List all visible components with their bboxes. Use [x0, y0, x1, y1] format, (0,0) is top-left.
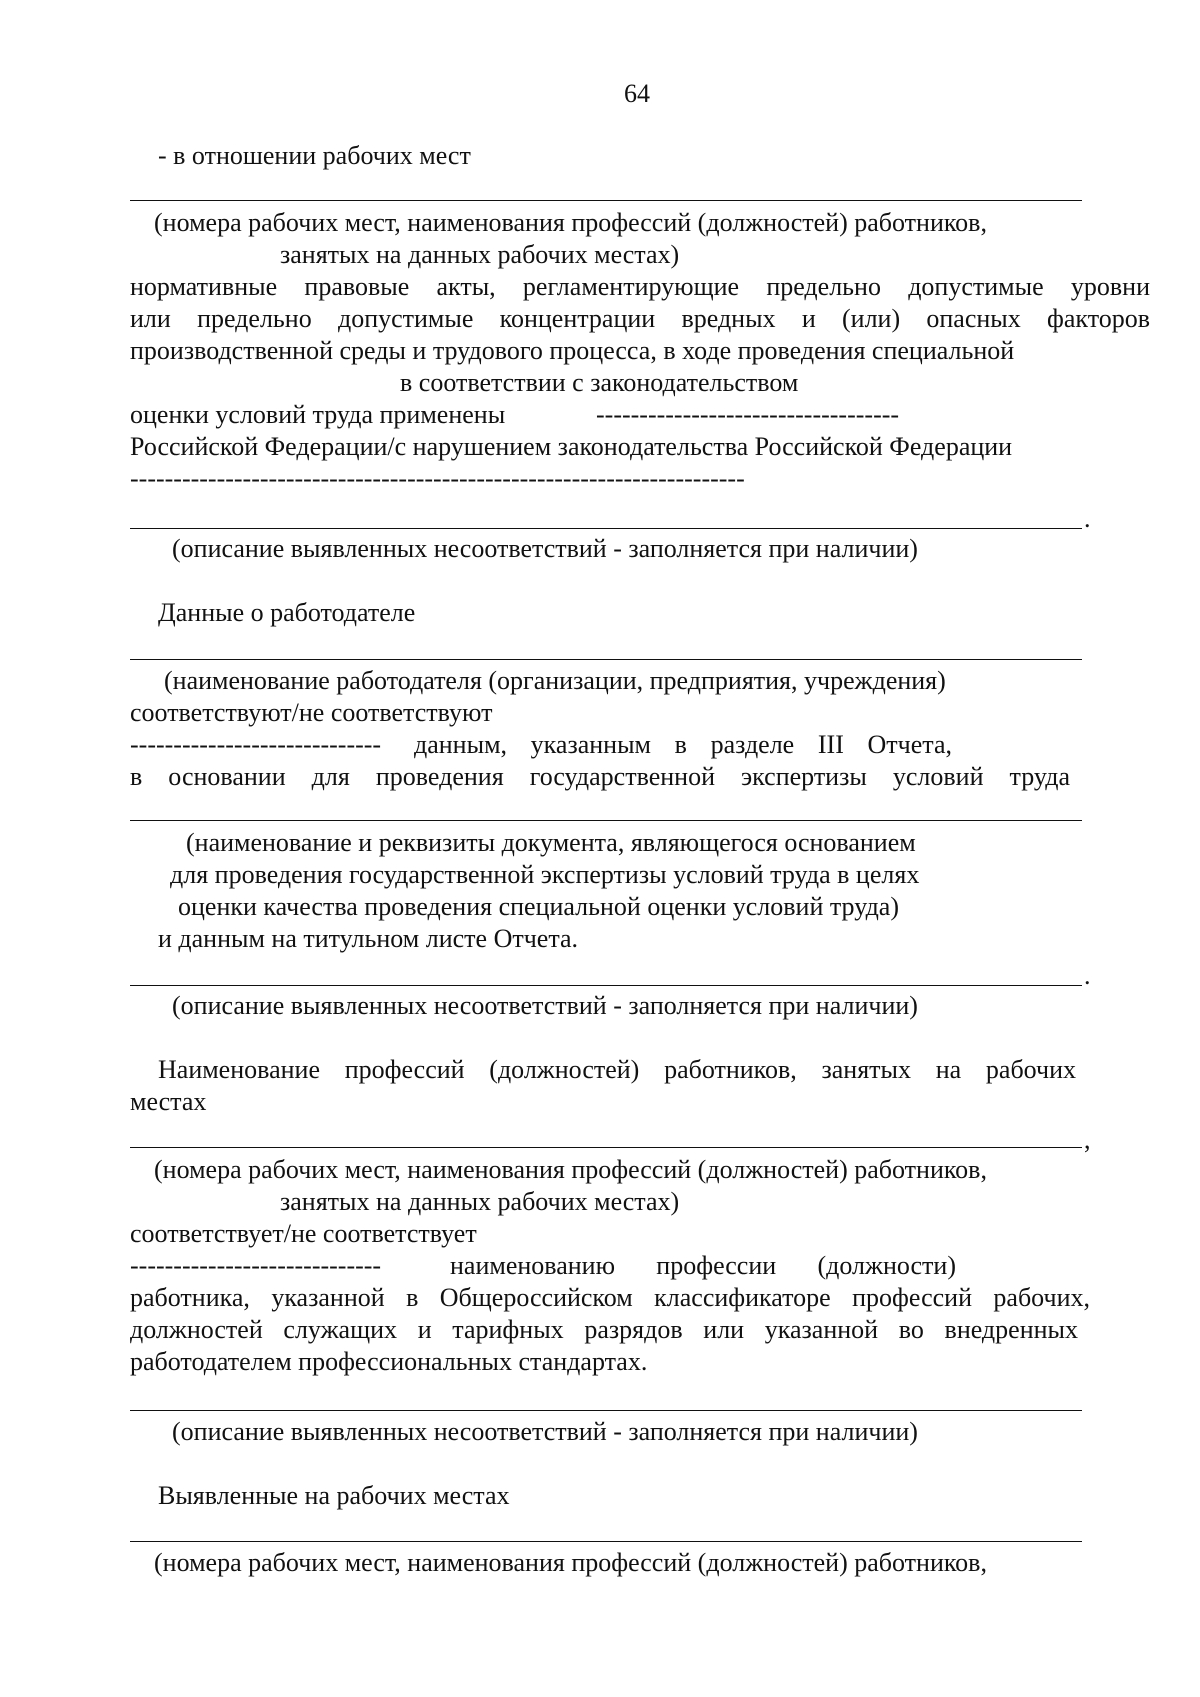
dashed-line: -----------------------------: [130, 1251, 382, 1280]
page-number: 64: [624, 79, 650, 108]
caption-discrepancies: (описание выявленных несоответствий - заполняется при наличии): [172, 534, 918, 563]
body-line: Российской Федерации/с нарушением законодательства Российской Федерации: [130, 432, 1013, 461]
line-end-comma: ,: [1084, 1125, 1091, 1154]
blank-line: [130, 1541, 1082, 1542]
caption-employer: (наименование работодателя (организации, предприятия, учреждения): [164, 666, 946, 695]
blank-line: [130, 659, 1082, 660]
body-line: оценки условий труда применены: [130, 400, 506, 429]
caption-basis-document-cont: для проведения государственной экспертизы условий труда в целях: [170, 860, 920, 889]
alternative-option: в соответствии с законодательством: [400, 368, 799, 397]
dashed-line: -----------------------------------: [596, 400, 900, 429]
caption-workplaces: (номера рабочих мест, наименования профессий (должностей) работников,: [154, 1155, 987, 1184]
alternative-option: соответствует/не соответствует: [130, 1219, 477, 1248]
caption-workplaces-cont: занятых на данных рабочих местах): [280, 240, 680, 269]
body-line: работодателем профессиональных стандартах.: [130, 1347, 648, 1376]
workplaces-intro: - в отношении рабочих мест: [158, 141, 471, 170]
body-line: производственной среды и трудового процесса, в ходе проведения специальной: [130, 336, 1015, 365]
alternative-option: соответствуют/не соответствуют: [130, 698, 493, 727]
caption-basis-document: (наименование и реквизиты документа, являющегося основанием: [186, 828, 916, 857]
employer-heading: Данные о работодателе: [158, 598, 416, 627]
blank-line: [130, 200, 1082, 201]
blank-line: [130, 820, 1082, 821]
caption-discrepancies: (описание выявленных несоответствий - заполняется при наличии): [172, 1417, 918, 1446]
body-line: нормативные правовые акты, регламентирующие предельно допустимые уровни: [130, 272, 1150, 301]
blank-line: [130, 1147, 1082, 1148]
caption-workplaces: (номера рабочих мест, наименования профессий (должностей) работников,: [154, 1548, 987, 1577]
body-line: наименованию профессии (должности): [450, 1251, 956, 1280]
dashed-line: -----------------------------: [130, 730, 382, 759]
caption-discrepancies: (описание выявленных несоответствий - заполняется при наличии): [172, 991, 918, 1020]
line-end-period: .: [1084, 504, 1091, 533]
body-line: Наименование профессий (должностей) работников, занятых на рабочих: [158, 1055, 1076, 1084]
dashed-line: -----------------------------------------------------------------------: [130, 464, 745, 493]
body-line: данным, указанным в разделе III Отчета,: [414, 730, 952, 759]
caption-workplaces-cont: занятых на данных рабочих местах): [280, 1187, 680, 1216]
body-line: или предельно допустимые концентрации вредных и (или) опасных факторов: [130, 304, 1150, 333]
caption-basis-document-cont: оценки качества проведения специальной оценки условий труда): [178, 892, 899, 921]
body-line: работника, указанной в Общероссийском классификаторе профессий рабочих,: [130, 1283, 1090, 1312]
line-end-period: .: [1084, 961, 1091, 990]
body-line: должностей служащих и тарифных разрядов или указанной во внедренных: [130, 1315, 1078, 1344]
blank-line: [130, 528, 1082, 529]
caption-workplaces: (номера рабочих мест, наименования профессий (должностей) работников,: [154, 208, 987, 237]
body-line: местах: [130, 1087, 207, 1116]
body-line: и данным на титульном листе Отчета.: [158, 924, 579, 953]
body-line: в основании для проведения государственной экспертизы условий труда: [130, 762, 1070, 791]
identified-heading: Выявленные на рабочих местах: [158, 1481, 510, 1510]
blank-line: [130, 985, 1082, 986]
blank-line: [130, 1410, 1082, 1411]
